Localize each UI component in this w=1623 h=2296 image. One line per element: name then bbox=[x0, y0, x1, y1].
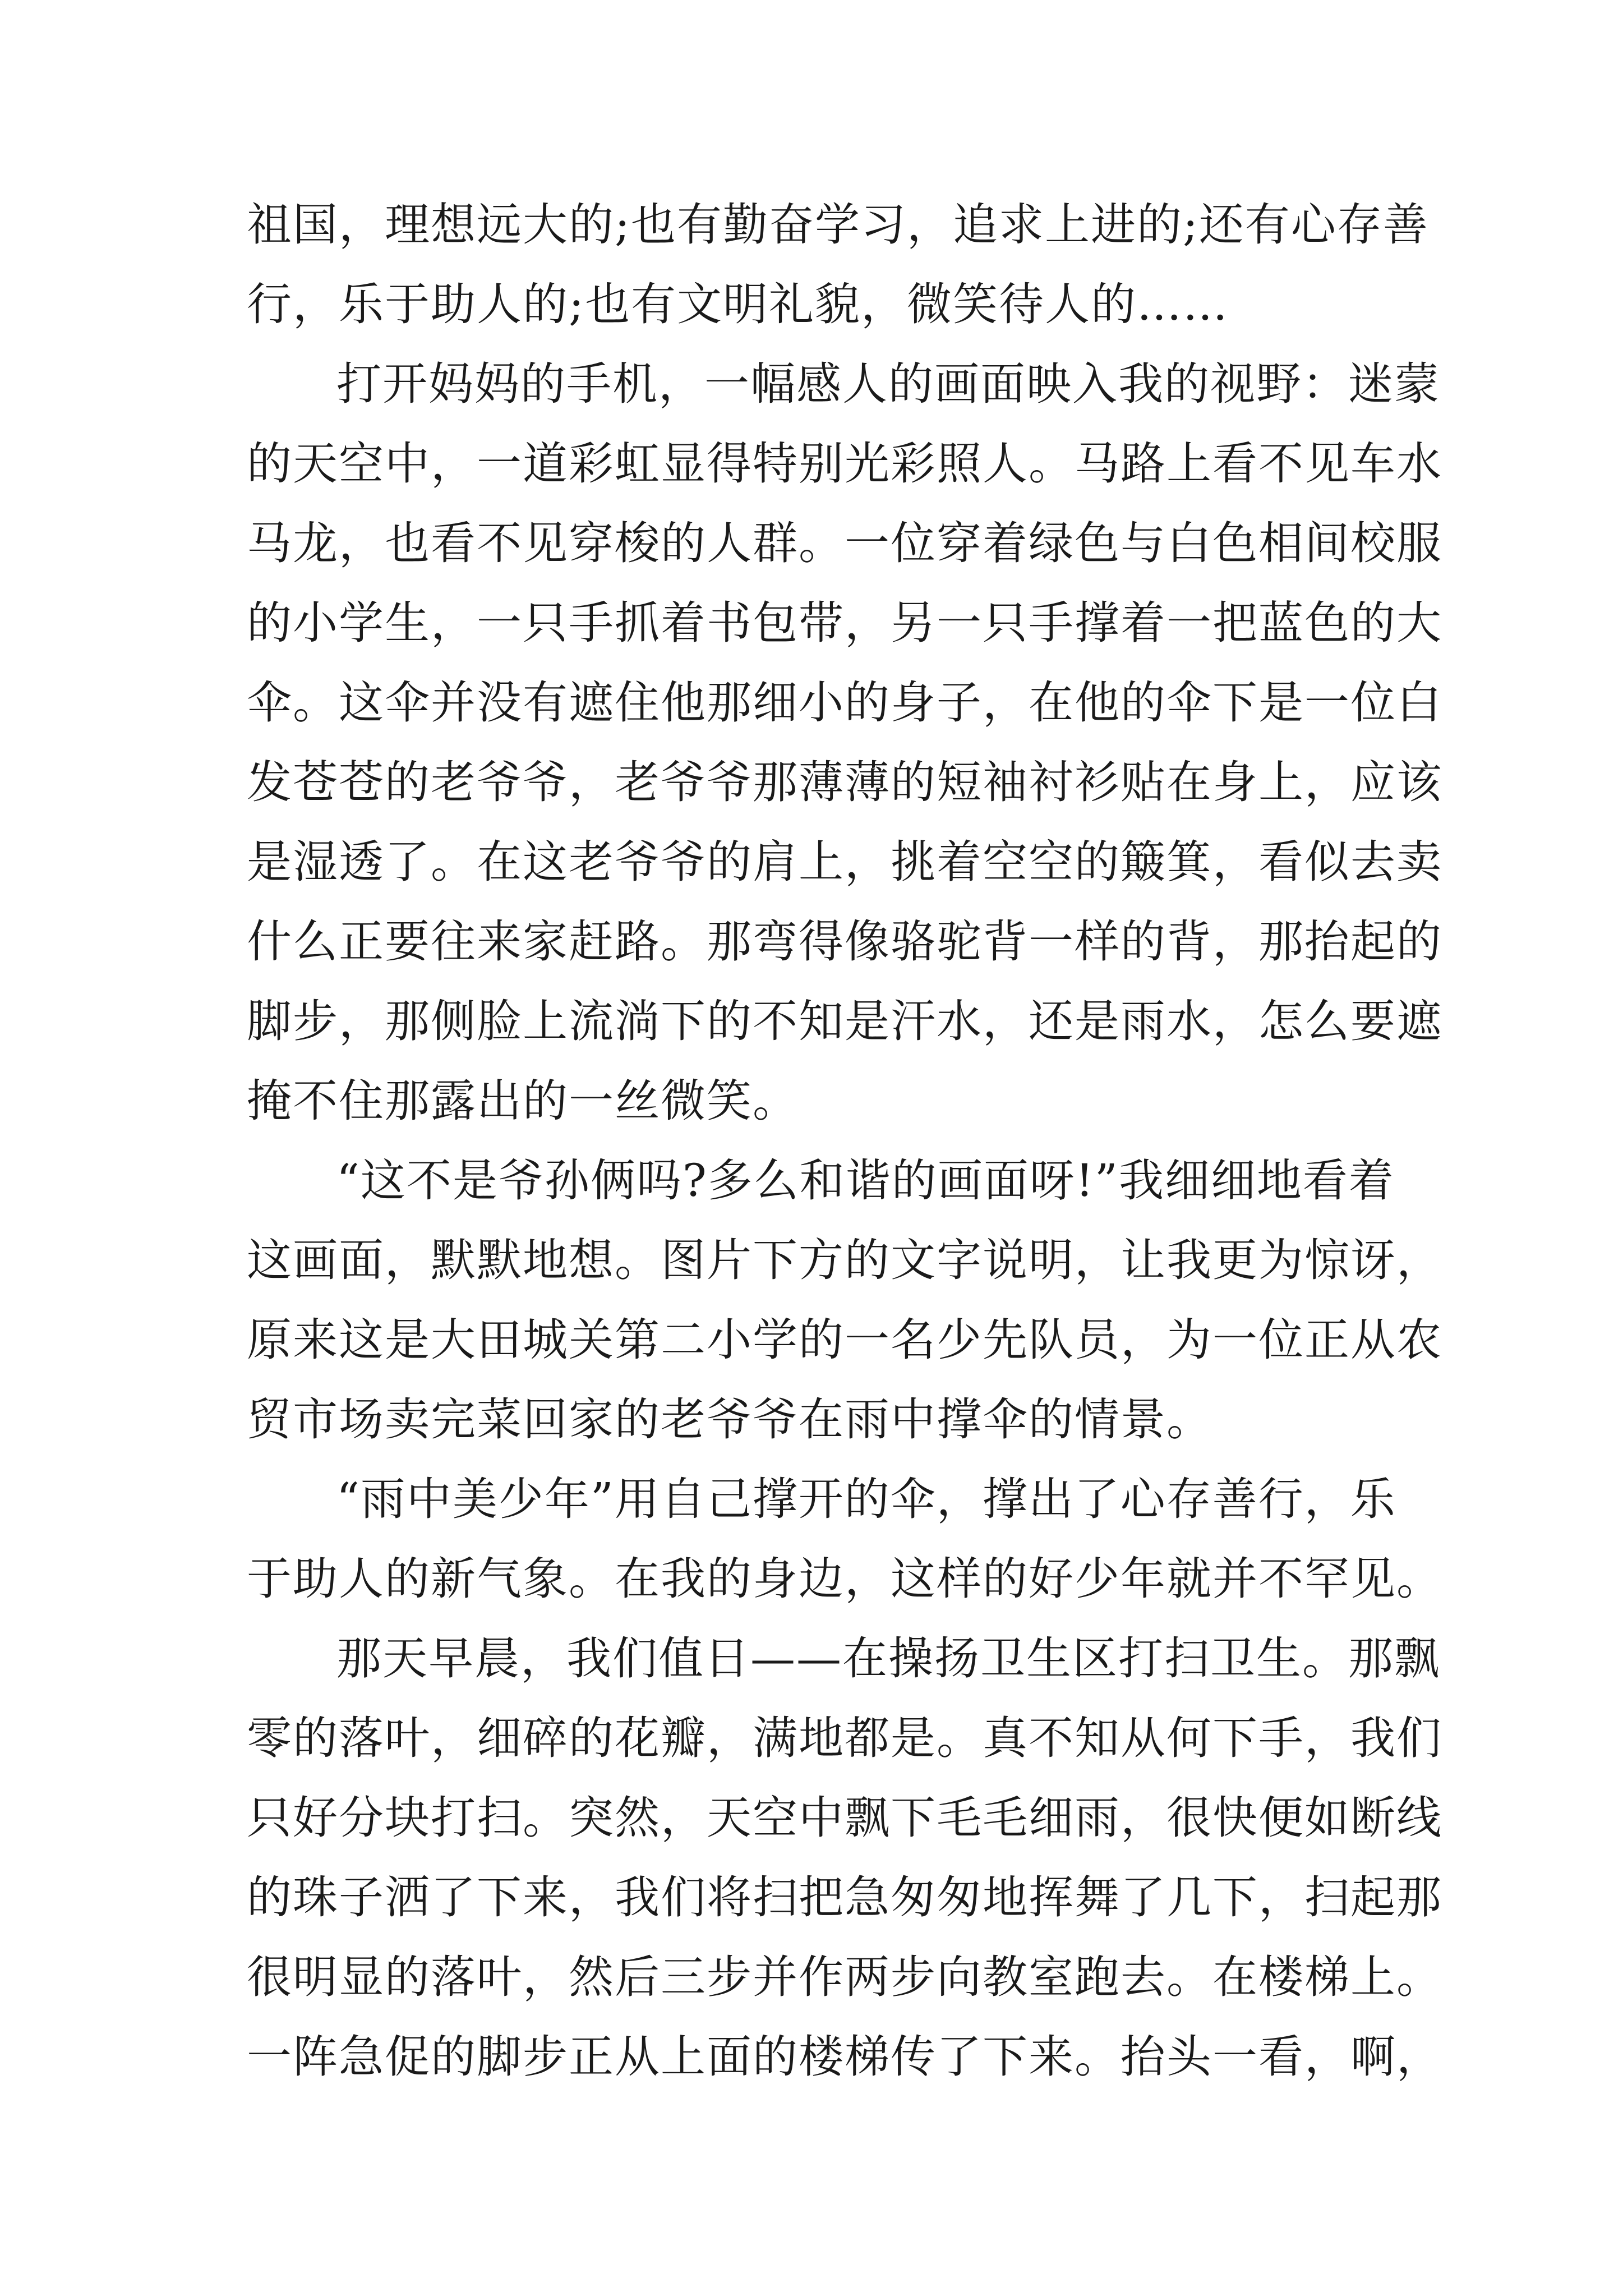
text-line: 掩不住那露出的一丝微笑。 bbox=[247, 1075, 799, 1127]
text-line: 马龙，也看不见穿梭的人群。一位穿着绿色与白色相间校服 bbox=[247, 517, 1442, 569]
text-line: 发苍苍的老爷爷，老爷爷那薄薄的短袖衬衫贴在身上，应该 bbox=[247, 756, 1442, 808]
document-body bbox=[247, 185, 1442, 2097]
text-line: 伞。这伞并没有遮住他那细小的身子，在他的伞下是一位白 bbox=[247, 677, 1442, 729]
text-line: 很明显的落叶，然后三步并作两步向教室跑去。在楼梯上。 bbox=[247, 1951, 1442, 2003]
text-line: 一阵急促的脚步正从上面的楼梯传了下来。抬头一看，啊， bbox=[247, 2031, 1442, 2083]
paragraph-first-line: 打开妈妈的手机，一幅感人的画面映入我的视野：迷蒙 bbox=[336, 358, 1440, 410]
text-line: 是湿透了。在这老爷爷的肩上，挑着空空的簸箕，看似去卖 bbox=[247, 836, 1442, 888]
text-line: 零的落叶，细碎的花瓣，满地都是。真不知从何下手，我们 bbox=[247, 1712, 1442, 1764]
text-line: 的天空中，一道彩虹显得特别光彩照人。马路上看不见车水 bbox=[247, 438, 1442, 490]
paragraph-first-line: 那天早晨，我们值日——在操扬卫生区打扫卫生。那飘 bbox=[336, 1632, 1440, 1685]
text-line: 的小学生，一只手抓着书包带，另一只手撑着一把蓝色的大 bbox=[247, 597, 1442, 649]
text-line: 原来这是大田城关第二小学的一名少先队员，为一位正从农 bbox=[247, 1314, 1442, 1366]
text-line: 于助人的新气象。在我的身边，这样的好少年就并不罕见。 bbox=[247, 1553, 1442, 1605]
text-line: 只好分块打扫。突然，天空中飘下毛毛细雨，很快便如断线 bbox=[247, 1792, 1442, 1844]
paragraph-first-line: “这不是爷孙俩吗?多么和谐的画面呀!”我细细地看着 bbox=[336, 1154, 1395, 1207]
text-line: 脚步，那侧脸上流淌下的不知是汗水，还是雨水，怎么要遮 bbox=[247, 995, 1442, 1047]
text-line: 行，乐于助人的;也有文明礼貌，微笑待人的…… bbox=[247, 278, 1229, 330]
text-line: 贸市场卖完菜回家的老爷爷在雨中撑伞的情景。 bbox=[247, 1393, 1212, 1446]
text-line: 什么正要往来家赶路。那弯得像骆驼背一样的背，那抬起的 bbox=[247, 915, 1442, 968]
text-line: 这画面，默默地想。图片下方的文字说明，让我更为惊讶， bbox=[247, 1234, 1442, 1286]
text-line: 的珠子洒了下来，我们将扫把急匆匆地挥舞了几下，扫起那 bbox=[247, 1871, 1442, 1924]
paragraph-first-line: “雨中美少年”用自己撑开的伞，撑出了心存善行，乐 bbox=[336, 1473, 1396, 1525]
text-line: 祖国，理想远大的;也有勤奋学习，追求上进的;还有心存善 bbox=[247, 199, 1429, 251]
